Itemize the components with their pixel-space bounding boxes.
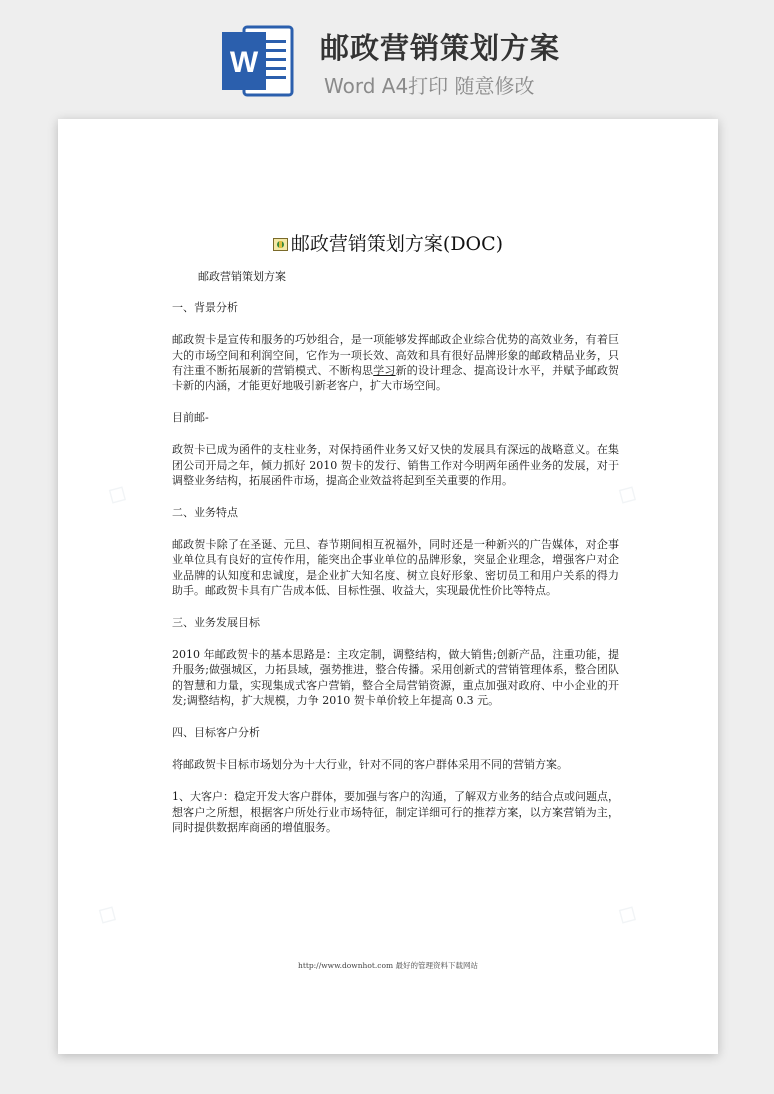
section-heading: 二、业务特点 xyxy=(172,506,238,520)
section-heading: 一、背景分析 xyxy=(172,301,238,315)
banner-subtitle: Word A4打印 随意修改 xyxy=(324,74,535,98)
intro-line: 邮政营销策划方案 xyxy=(198,270,286,283)
word-doc-icon xyxy=(222,24,294,98)
paragraph: 目前邮- xyxy=(172,411,209,425)
study-link[interactable]: 学习 xyxy=(373,363,396,377)
document-page: ◇ ◇ ◇ ◇ 邮政营销策划方案(DOC) 邮政营销策划方案 一、背景分析 邮政贺卡是宣传和服务的巧妙组合，是一项能够发挥邮政企业综合优势的高效业务，有着巨大的市场空间和利润空间，它作为一项长效、高效和具有很好品牌形象的邮政精品业务，只有注重不断拓展新的营销模式、不断构思学习新的设计理念、提高设计水平，并赋予邮政贺卡新的内涵，才能更好地吸引新老客户，扩大市场空间。 目前邮- 政贺卡已成为函件的支柱业务，对保持函件业务又好又快的发展具有深远的战略意义。在集团公司开局之年，倾力抓好 2010 贺卡的发行、销售工作对今明两年函件业务的发展，对于调整业务结构，拓展函件市场，提高企业效益将起到至关重要的作用。 二、业务特点 邮政贺卡除了在圣诞、元旦、春节期间相互祝福外，同时还是一种新兴的广告媒体，对企事业单位具有良好的宣传作用，能突出企事业单位的品牌形象，突显企业理念，增强客户对企业品牌的认知度和忠诚度，是企业扩大知名度、树立良好形象、密切员工和用户关系的得力助手。邮政贺卡具有广告成本低、目标性强、收益大，实现最优性价比等特点。 三、业务发展目标 2010 年邮政贺卡的基本思路是：主攻定制，调整结构，做大销售;创新产品，注重功能，提升服务;做强城区，力拓县域，强势推进，整合传播。采用创新式的营销管理体系，整合团队的智慧和力量，实现集成式客户营销，整合全局营销资源，重点加强对政府、中小企业的开发;调整结构，扩大规模，力争 2010 贺卡单价较上年提高 0.3 元。 四、目标客户分析 将邮政贺卡目标市场划分为十大行业，针对不同的客户群体采用不同的营销方案。 1、大客户：稳定开发大客户群体，要加强与客户的沟通，了解双方业务的结合点或问题点，想客户之所想，根据客户所处行业市场特征，制定详细可行的推荐方案，以方案营销为主，同时提供数据库商函的增值服务。 http://www.downhot.com 最好的管理资料下载网站 xyxy=(58,119,718,1054)
paragraph: 邮政贺卡是宣传和服务的巧妙组合，是一项能够发挥邮政企业综合优势的高效业务，有着巨大的市场空间和利润空间，它作为一项长效、高效和具有很好品牌形象的邮政精品业务，只有注重不断拓展新的营销模式、不断构思学习新的设计理念、提高设计水平，并赋予邮政贺卡新的内涵，才能更好地吸引新老客户，扩大市场空间。 xyxy=(172,333,620,393)
section-heading: 四、目标客户分析 xyxy=(172,726,260,740)
document-body xyxy=(172,269,619,852)
document-title-text: 邮政营销策划方案(DOC) xyxy=(290,233,504,255)
section-heading: 三、业务发展目标 xyxy=(172,616,260,630)
preview-banner xyxy=(0,0,774,118)
document-title xyxy=(58,229,718,256)
paragraph: 将邮政贺卡目标市场划分为十大行业，针对不同的客户群体采用不同的营销方案。 xyxy=(172,758,568,772)
small-image-icon xyxy=(273,238,288,251)
svg-text:W: W xyxy=(229,46,259,79)
paragraph: 邮政贺卡除了在圣诞、元旦、春节期间相互祝福外，同时还是一种新兴的广告媒体，对企事业单位具有良好的宣传作用，能突出企事业单位的品牌形象，突显企业理念，增强客户对企业品牌的认知度和忠诚度，是企业扩大知名度、树立良好形象、密切员工和用户关系的得力助手。邮政贺卡具有广告成本低、目标性强、收益大，实现最优性价比等特点。 xyxy=(172,538,619,597)
banner-title: 邮政营销策划方案 xyxy=(320,31,561,65)
paragraph: 政贺卡已成为函件的支柱业务，对保持函件业务又好又快的发展具有深远的战略意义。在集团公司开局之年，倾力抓好 2010 贺卡的发行、销售工作对今明两年函件业务的发展，对于调整业务结构，拓展函件市场，提高企业效益将起到至关重要的作用。 xyxy=(172,443,619,487)
paragraph: 2010 年邮政贺卡的基本思路是：主攻定制，调整结构，做大销售;创新产品，注重功能，提升服务;做强城区，力拓县域，强势推进，整合传播。采用创新式的营销管理体系，整合团队的智慧和力量，实现集成式客户营销，整合全局营销资源，重点加强对政府、中小企业的开发;调整结构，扩大规模，力争 2010 贺卡单价较上年提高 0.3 元。 xyxy=(172,648,619,707)
page-footer: http://www.downhot.com 最好的管理资料下载网站 xyxy=(297,961,478,970)
paragraph: 1、大客户：稳定开发大客户群体，要加强与客户的沟通，了解双方业务的结合点或问题点，想客户之所想，根据客户所处行业市场特征，制定详细可行的推荐方案，以方案营销为主，同时提供数据库商函的增值服务。 xyxy=(172,790,619,834)
